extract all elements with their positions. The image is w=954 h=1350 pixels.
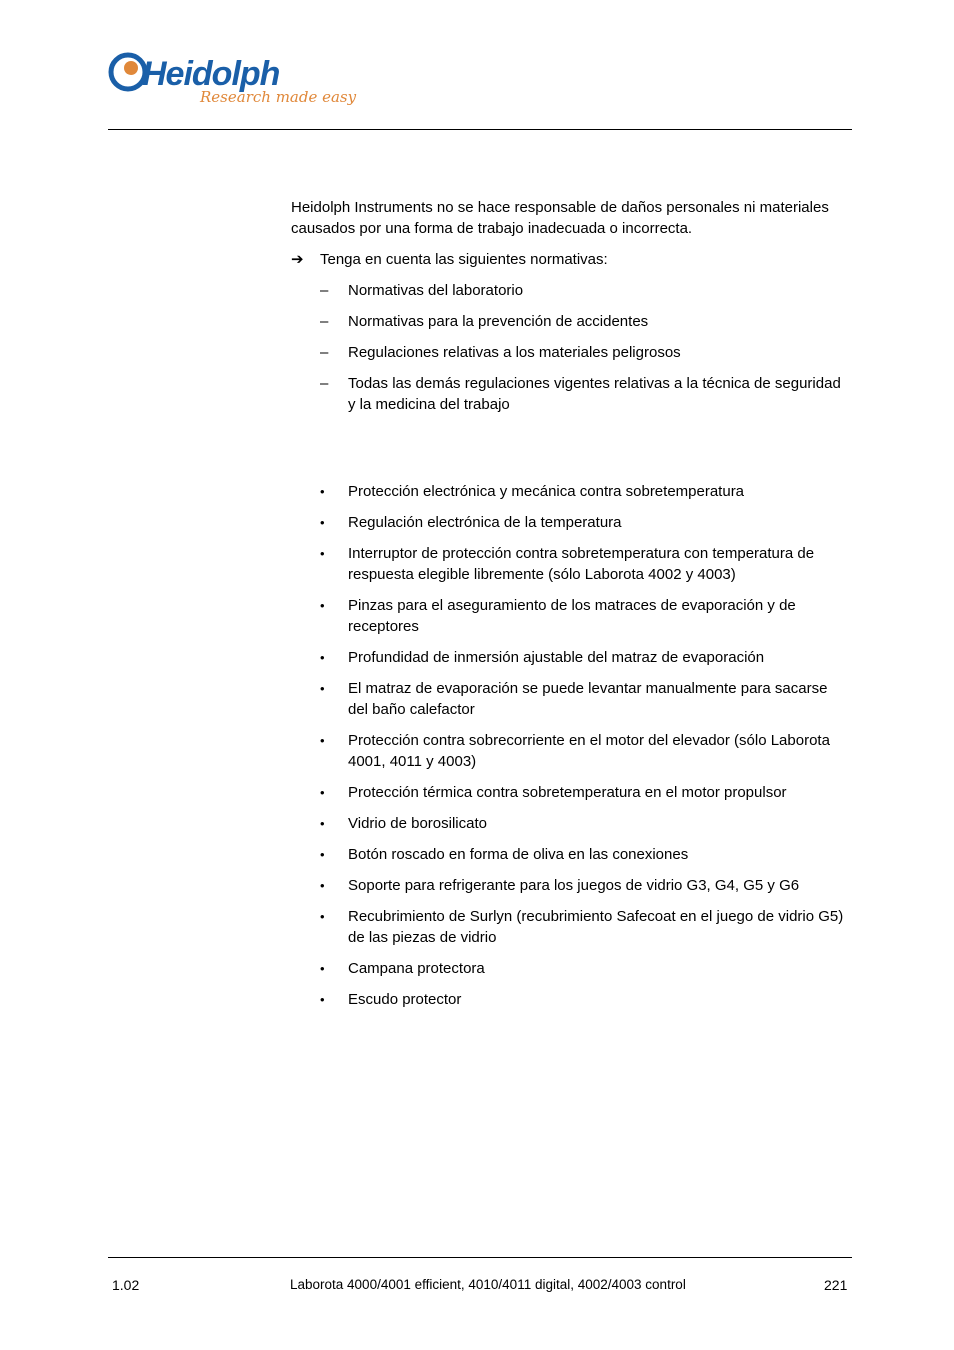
dash-icon: – [320, 344, 329, 361]
logo-tagline: Research made easy [200, 88, 357, 106]
footer-title: Laborota 4000/4001 efficient, 4010/4011 digital, 4002/4003 control [290, 1277, 686, 1292]
features-list [291, 481, 851, 1010]
bullet-icon: • [320, 515, 325, 530]
list-item: • Protección térmica contra sobretemperatura en el motor propulsor [320, 784, 787, 801]
bullet-icon: • [320, 992, 325, 1007]
bullet-icon: • [320, 733, 325, 748]
list-item: • Botón roscado en forma de oliva en las conexiones [320, 846, 689, 863]
list-item: – Todas las demás regulaciones vigentes relativas a la técnica de seguridad y la medicina del trabajo [320, 375, 841, 413]
list-item: • Protección contra sobrecorriente en el motor del elevador (sólo Laborota 4001, 4011 y 4003) [320, 732, 830, 770]
list-item: • Profundidad de inmersión ajustable del matraz de evaporación [320, 649, 765, 666]
bullet-icon: • [320, 681, 325, 696]
list-item: • El matraz de evaporación se puede levantar manualmente para sacarse del baño calefactor [320, 680, 828, 718]
intro-paragraph: Heidolph Instruments no se hace responsable de daños personales ni materiales causados por una forma de trabajo inadecuada o incorrecta. [291, 199, 829, 237]
bullet-icon: • [320, 785, 325, 800]
list-item: – Normativas del laboratorio [320, 282, 524, 299]
regulations-list [291, 280, 851, 415]
bullet-icon: • [320, 847, 325, 862]
instruction-text: Tenga en cuenta las siguientes normativas: [320, 251, 608, 268]
list-item: • Pinzas para el aseguramiento de los matraces de evaporación y de receptores [320, 597, 796, 635]
header-divider [108, 129, 852, 130]
footer-version: 1.02 [112, 1277, 140, 1293]
heidolph-logo [108, 52, 357, 114]
bullet-icon: • [320, 650, 325, 665]
page-number: 221 [824, 1277, 848, 1293]
list-item: – Normativas para la prevención de accidentes [320, 313, 649, 330]
list-item: • Interruptor de protección contra sobretemperatura con temperatura de respuesta elegible libremente (sólo Laborota 4002 y 4003) [320, 545, 815, 583]
arrow-icon: ➔ [291, 251, 304, 268]
bullet-icon: • [320, 484, 325, 499]
page-body [291, 197, 851, 1020]
bullet-icon: • [320, 598, 325, 613]
footer-divider [108, 1257, 852, 1258]
list-item: • Escudo protector [320, 991, 462, 1008]
bullet-icon: • [320, 546, 325, 561]
bullet-icon: • [320, 878, 325, 893]
list-item: • Vidrio de borosilicato [320, 815, 487, 832]
instruction-line [291, 249, 851, 270]
dash-icon: – [320, 313, 329, 330]
list-item: • Recubrimiento de Surlyn (recubrimiento Safecoat en el juego de vidrio G5) de las piezas de vidrio [320, 908, 844, 946]
list-item: • Soporte para refrigerante para los juegos de vidrio G3, G4, G5 y G6 [320, 877, 800, 894]
list-item: • Campana protectora [320, 960, 485, 977]
logo-wordmark: Heidolph [142, 55, 280, 93]
list-item: – Regulaciones relativas a los materiales peligrosos [320, 344, 681, 361]
list-item: • Regulación electrónica de la temperatura [320, 514, 622, 531]
bullet-icon: • [320, 816, 325, 831]
bullet-icon: • [320, 961, 325, 976]
bullet-icon: • [320, 909, 325, 924]
dash-icon: – [320, 282, 329, 299]
dash-icon: – [320, 375, 329, 392]
list-item: • Protección electrónica y mecánica contra sobretemperatura [320, 483, 745, 500]
